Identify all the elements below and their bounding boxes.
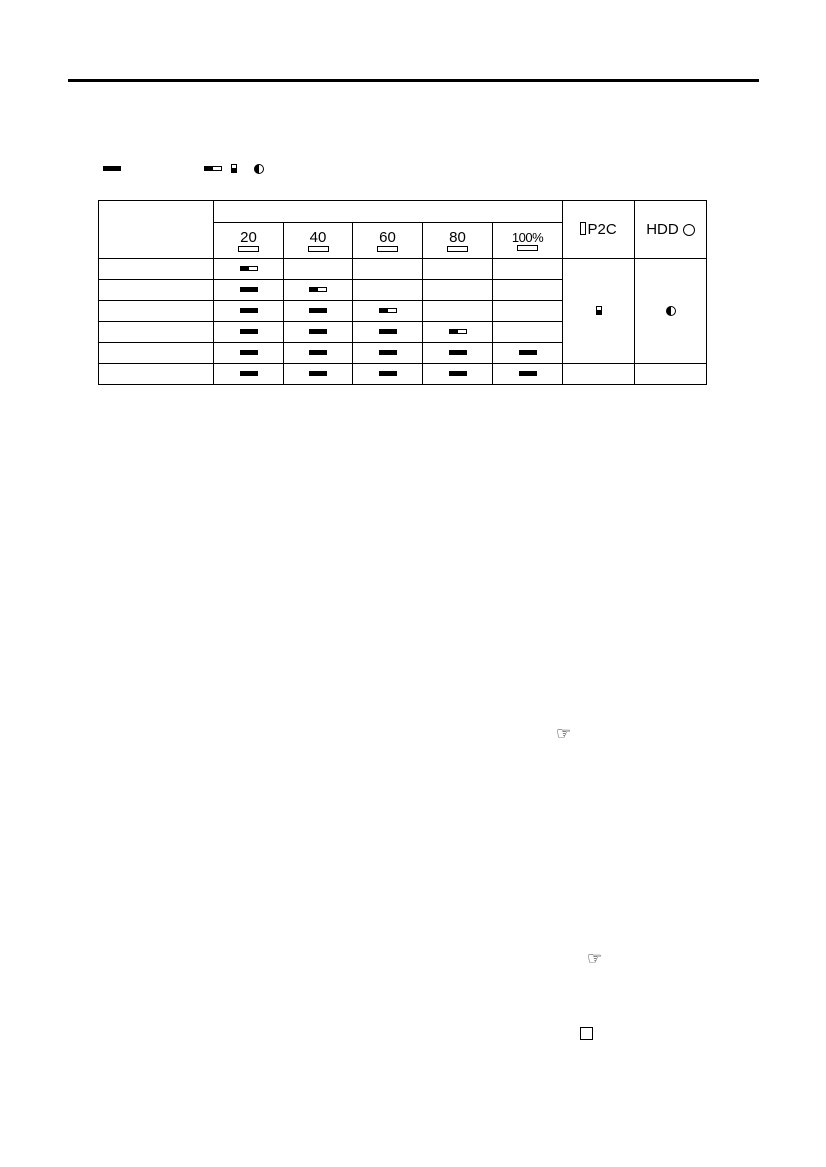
half-circle-icon — [666, 306, 676, 316]
solid-bar-icon — [309, 308, 327, 313]
progress-cell — [353, 364, 423, 385]
percent-header-60: 60 — [353, 223, 423, 259]
progress-cell — [353, 301, 423, 322]
solid-bar-icon — [309, 329, 327, 334]
legend-line — [0, 163, 826, 177]
progress-cell — [493, 343, 563, 364]
hdd-header: HDD — [635, 201, 707, 259]
progress-cell — [214, 343, 284, 364]
row-label-header — [99, 201, 214, 259]
disc-icon — [231, 164, 237, 173]
p2c-status-cell — [563, 259, 635, 364]
solid-bar-icon — [240, 329, 258, 334]
row-label — [99, 280, 214, 301]
solid-bar-icon — [379, 371, 397, 376]
half-bar-icon — [204, 166, 222, 171]
solid-bar-icon — [379, 350, 397, 355]
row-label — [99, 322, 214, 343]
pointing-hand-icon: ☞ — [587, 949, 603, 968]
solid-bar-icon — [103, 166, 121, 171]
progress-cell — [423, 301, 493, 322]
percent-box-icon — [238, 246, 259, 252]
progress-cell — [353, 259, 423, 280]
progress-cell — [423, 280, 493, 301]
progress-cell — [423, 343, 493, 364]
row-label — [99, 343, 214, 364]
progress-cell — [284, 280, 353, 301]
p2c-empty-cell — [563, 364, 635, 385]
hdd-empty-cell — [635, 364, 707, 385]
solid-bar-icon — [449, 371, 467, 376]
table-row — [99, 364, 707, 385]
progress-cell — [284, 301, 353, 322]
solid-bar-icon — [379, 329, 397, 334]
solid-bar-icon — [240, 371, 258, 376]
progress-cell — [353, 343, 423, 364]
solid-bar-icon — [449, 350, 467, 355]
percent-group-header — [214, 201, 563, 223]
progress-cell — [214, 280, 284, 301]
progress-cell — [353, 280, 423, 301]
row-label — [99, 259, 214, 280]
progress-cell — [423, 364, 493, 385]
half-bar-icon — [240, 266, 258, 271]
p2c-box-icon — [580, 222, 586, 235]
progress-cell — [214, 364, 284, 385]
progress-cell — [284, 343, 353, 364]
progress-cell — [423, 259, 493, 280]
row-label — [99, 301, 214, 322]
solid-bar-icon — [519, 371, 537, 376]
half-bar-icon — [449, 329, 467, 334]
percent-header-100: 100% — [493, 223, 563, 259]
progress-cell — [284, 322, 353, 343]
hdd-status-cell — [635, 259, 707, 364]
progress-cell — [493, 259, 563, 280]
progress-cell — [214, 301, 284, 322]
percent-header-20: 20 — [214, 223, 284, 259]
progress-table — [98, 200, 707, 385]
disc-icon — [596, 306, 602, 315]
percent-box-icon — [517, 245, 538, 251]
half-bar-icon — [309, 287, 327, 292]
progress-cell — [493, 301, 563, 322]
table-row — [99, 259, 707, 280]
pointing-hand-icon: ☞ — [556, 724, 572, 743]
top-rule — [68, 79, 759, 82]
percent-box-icon — [377, 246, 398, 252]
progress-cell — [284, 259, 353, 280]
checkbox-icon — [580, 1027, 593, 1040]
circle-icon — [683, 224, 695, 236]
solid-bar-icon — [240, 350, 258, 355]
progress-cell — [284, 364, 353, 385]
percent-box-icon — [308, 246, 329, 252]
progress-cell — [353, 322, 423, 343]
progress-cell — [493, 364, 563, 385]
half-circle-icon — [254, 164, 264, 174]
percent-box-icon — [447, 246, 468, 252]
progress-cell — [214, 322, 284, 343]
percent-header-40: 40 — [284, 223, 353, 259]
progress-cell — [214, 259, 284, 280]
solid-bar-icon — [240, 287, 258, 292]
solid-bar-icon — [519, 350, 537, 355]
progress-cell — [493, 322, 563, 343]
p2c-header: P2C — [563, 201, 635, 259]
row-label — [99, 364, 214, 385]
solid-bar-icon — [309, 371, 327, 376]
solid-bar-icon — [240, 308, 258, 313]
progress-cell — [423, 322, 493, 343]
solid-bar-icon — [309, 350, 327, 355]
percent-header-80: 80 — [423, 223, 493, 259]
half-bar-icon — [379, 308, 397, 313]
progress-cell — [493, 280, 563, 301]
